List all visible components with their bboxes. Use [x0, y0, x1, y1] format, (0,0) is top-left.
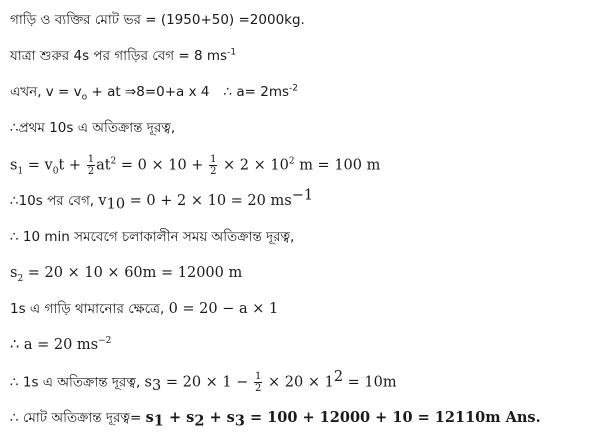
- s1-eq-at: at: [96, 157, 111, 174]
- deceleration-line: [10, 335, 111, 355]
- velocity-after-10s-line: [10, 187, 314, 213]
- deceleration-text: ∴ a = 20 ms: [10, 337, 99, 353]
- fraction-numerator: 1: [255, 371, 262, 382]
- t-squared: 2: [110, 156, 117, 167]
- total-distance-text: ∴ মোট অতিক্রান্ত দূরত্ব=: [10, 410, 146, 426]
- velocity-exponent: -1: [227, 47, 237, 58]
- s-symbol-3: + s: [204, 409, 235, 426]
- fraction-numerator: 1: [87, 154, 95, 165]
- s3-text: ∴ 1s এ অতিক্রান্ত দূরত্ব,: [10, 374, 145, 391]
- equation-lhs: এখন, v = v: [10, 84, 82, 100]
- first-10s-heading: [10, 118, 175, 138]
- final-answer: = 100 + 12000 + 10 = 12110m Ans.: [244, 409, 541, 426]
- s3-sub: 3: [234, 412, 245, 430]
- s1-eq-multiply: × 2 × 10: [218, 157, 289, 174]
- velocity-text: যাত্রা শুরুর 4s পর গাড়ির বেগ = 8 ms: [10, 48, 228, 64]
- one-squared: 2: [333, 369, 344, 385]
- fraction-denominator: 2: [255, 383, 262, 394]
- s3-result: = 10m: [343, 374, 397, 391]
- fraction-numerator: 1: [210, 154, 217, 165]
- total-mass-line: [10, 10, 305, 30]
- total-mass-text: গাড়ি ও ব্যক্তির মোট ভর = (1950+50) =2000kg.: [10, 12, 305, 28]
- v10-exponent: −1: [291, 187, 314, 204]
- v-subscript: o: [81, 92, 88, 103]
- ten-squared: 2: [288, 156, 295, 167]
- fraction-denominator: 2: [210, 166, 217, 177]
- acceleration-result: ∴ a= 2ms: [223, 84, 290, 100]
- s3-subscript: 3: [152, 378, 162, 395]
- total-distance-line: [10, 408, 541, 428]
- s1-eq-v: = v: [23, 157, 53, 174]
- braking-equation: 0 = 20 − a × 1: [168, 301, 279, 317]
- s-symbol-2: + s: [163, 409, 195, 426]
- half-fraction-3: [254, 371, 262, 394]
- acceleration-derivation-line: [10, 82, 298, 102]
- s1-result: m = 100 m: [294, 157, 381, 174]
- braking-line: [10, 299, 278, 319]
- s3-eq-part1: = 20 × 1 −: [161, 374, 254, 391]
- s1-subscript: 1: [17, 166, 24, 177]
- braking-text: 1s এ গাড়ি থামানোর ক্ষেত্রে,: [10, 301, 169, 317]
- s2-result: = 20 × 10 × 60m = 12000 m: [23, 265, 243, 281]
- velocity-10s-text: ∴10s পর বেগ,: [10, 193, 99, 209]
- s2-symbol: s: [10, 265, 18, 281]
- s2-subscript: 2: [17, 273, 24, 284]
- half-fraction: [87, 154, 95, 177]
- v0-subscript: 0: [52, 166, 59, 177]
- s2-equation: [10, 263, 242, 283]
- s1-symbol: s: [10, 157, 18, 174]
- s1-eq-substitution: = 0 × 10 +: [116, 157, 209, 174]
- s3-eq-part2: × 20 × 1: [263, 374, 334, 391]
- first-10s-text: ∴প্রথম 10s এ অতিক্রান্ত দূরত্ব,: [10, 120, 176, 136]
- constant-velocity-text: ∴ 10 min সমবেগে চলাকালীন সময় অতিক্রান্ত দূরত্ব,: [10, 229, 295, 245]
- half-fraction-2: [209, 154, 217, 177]
- deceleration-exponent: −2: [98, 336, 112, 347]
- s3-line: [10, 371, 397, 394]
- v10-subscript: 10: [106, 196, 126, 213]
- s1-sub: 1: [153, 412, 164, 430]
- s3-symbol: s: [144, 374, 152, 391]
- s-symbol-1: s: [145, 409, 154, 426]
- constant-velocity-heading: [10, 227, 294, 247]
- equation-rhs: + at ⇒8=0+a x 4: [87, 84, 210, 100]
- v10-symbol: v: [98, 193, 107, 209]
- s1-equation: [10, 154, 380, 177]
- fraction-denominator: 2: [87, 166, 95, 177]
- v10-equation: = 0 + 2 × 10 = 20 ms: [125, 193, 292, 209]
- velocity-after-4s-line: [10, 46, 236, 66]
- s2-sub: 2: [194, 412, 205, 430]
- s1-eq-t: t +: [58, 157, 86, 174]
- acceleration-exponent: -2: [289, 83, 298, 94]
